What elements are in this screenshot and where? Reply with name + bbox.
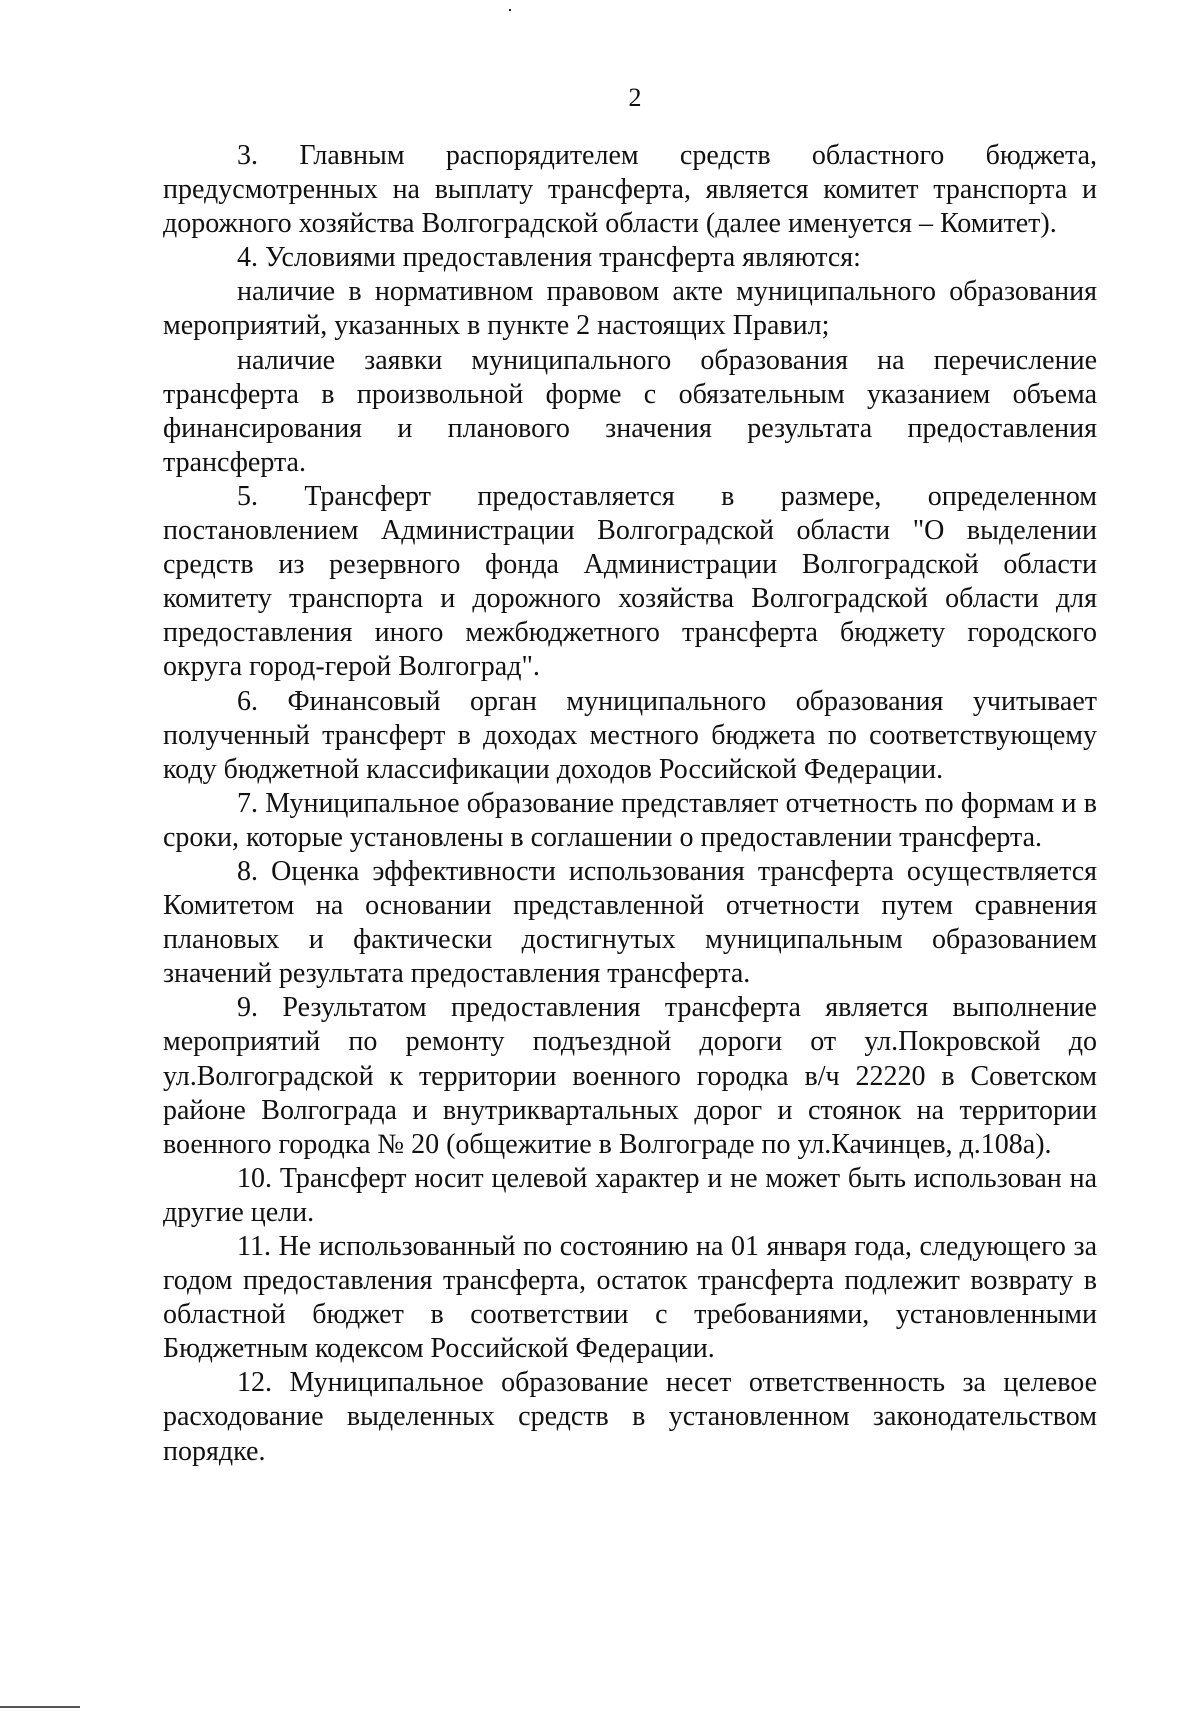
paragraph-5: 5. Трансферт предоставляется в размере, определенном постановлением Администрации Волгоградской области "О выделении средств из резервного фонда Администрации Волгоградской области комитету транспорта и дорожного хозяйства Волгоградской области для предоставления иного межбюджетного трансферта бюджету городского округа город-герой Волгоград". <box>163 480 1097 683</box>
scan-speck <box>509 9 511 11</box>
paragraph-6: 6. Финансовый орган муниципального образования учитывает полученный трансферт в доходах местного бюджета по соответствующему коду бюджетной классификации доходов Российской Федерации. <box>163 685 1097 785</box>
scan-edge-line <box>0 1706 80 1708</box>
paragraph-7: 7. Муниципальное образование представляет отчетность по формам и в сроки, которые установлены в соглашении о предоставлении трансферта. <box>163 787 1097 853</box>
paragraph-12: 12. Муниципальное образование несет ответственность за целевое расходование выделенных средств в установленном законодательством порядке. <box>163 1367 1097 1467</box>
document-body <box>163 139 1097 1469</box>
paragraph-3: 3. Главным распорядителем средств областного бюджета, предусмотренных на выплату трансферта, является комитет транспорта и дорожного хозяйства Волгоградской области (далее именуется – Комитет). <box>163 140 1097 240</box>
paragraph-11: 11. Не использованный по состоянию на 01 января года, следующего за годом предоставления трансферта, остаток трансферта подлежит возврату в областной бюджет в соответствии с требованиями, установленными Бюджетным кодексом Российской Федерации. <box>163 1231 1097 1365</box>
paragraph-4-condition-2: наличие заявки муниципального образования на перечисление трансферта в произвольной форме с обязательным указанием объема финансирования и планового значения результата предоставления трансферта. <box>163 344 1097 478</box>
paragraph-10: 10. Трансферт носит целевой характер и не может быть использован на другие цели. <box>163 1162 1097 1228</box>
paragraph-9: 9. Результатом предоставления трансферта является выполнение мероприятий по ремонту подъездной дороги от ул.Покровской до ул.Волгоградской к территории военного городка в/ч 22220 в Советском районе Волгограда и внутриквартальных дорог и стоянок на территории военного городка № 20 (общежитие в Волгограде по ул.Качинцев, д.108а). <box>163 992 1097 1160</box>
page-number: 2 <box>628 83 642 112</box>
paragraph-4: 4. Условиями предоставления трансферта являются: <box>237 242 861 274</box>
paragraph-8: 8. Оценка эффективности использования трансферта осуществляется Комитетом на основании представленной отчетности путем сравнения плановых и фактически достигнутых муниципальным образованием значений результата предоставления трансферта. <box>163 855 1097 990</box>
paragraph-4-condition-1: наличие в нормативном правовом акте муниципального образования мероприятий, указанных в пункте 2 настоящих Правил; <box>163 276 1097 342</box>
